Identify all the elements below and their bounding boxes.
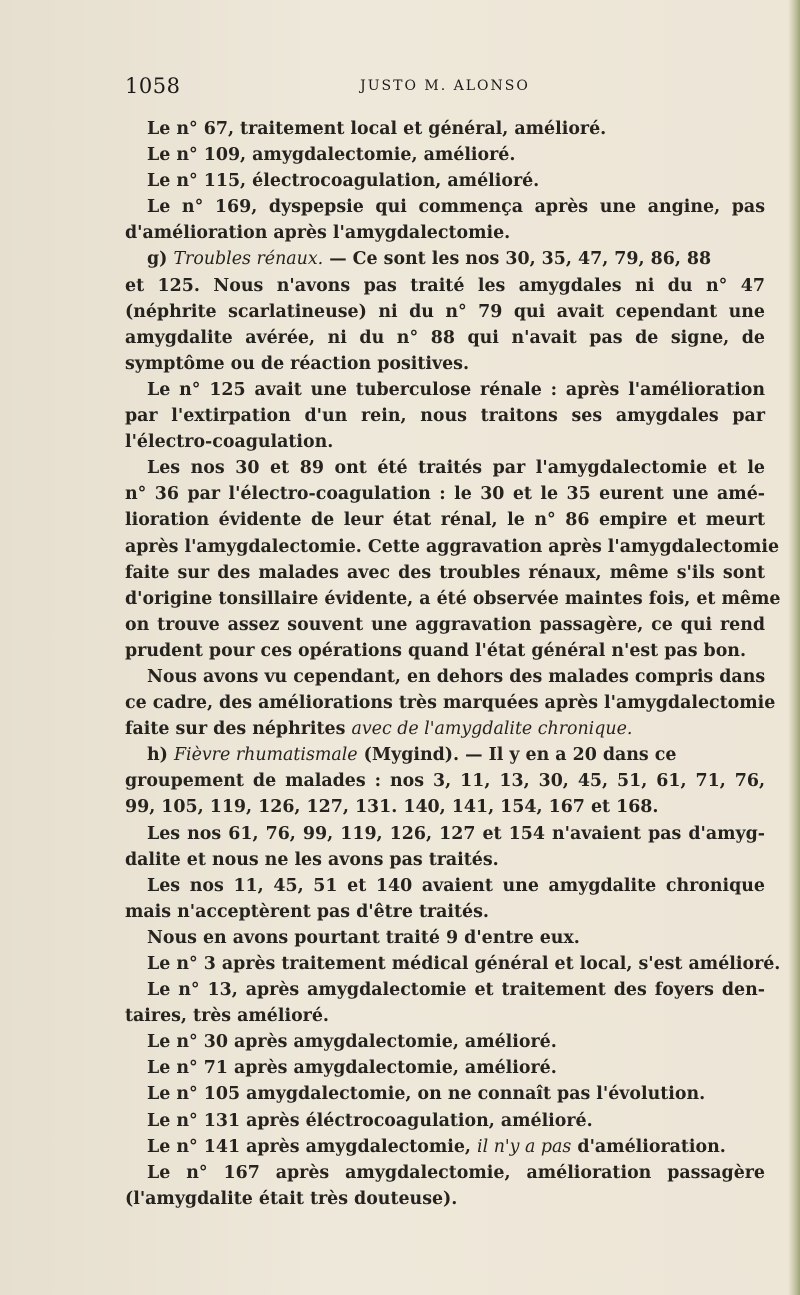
- text-line: d'amélioration après l'amygdalectomie.: [125, 223, 511, 244]
- text-line: [125, 716, 765, 742]
- text-line: Nous en avons pourtant traité 9 d'entre eux.: [147, 927, 580, 948]
- text-span: Le n° 141 après amygdalectomie,: [147, 1136, 478, 1157]
- text-line: [125, 1134, 765, 1160]
- body-text: [125, 116, 781, 1212]
- section-heading-troubles-renaux: Troubles rénaux.: [173, 249, 324, 270]
- text-line: amygdalite avérée, ni du n° 88 qui n'avait pas de signe, de: [125, 327, 765, 348]
- text-line: Le n° 109, amygdalectomie, amélioré.: [147, 145, 516, 166]
- text-span: (Mygind). — Il y en a 20 dans ce: [357, 745, 677, 766]
- text-line: Le n° 13, après amygdalectomie et traitement des foyers den-: [147, 980, 765, 1001]
- text-line: 99, 105, 119, 126, 127, 131. 140, 141, 154, 167 et 168.: [125, 797, 659, 818]
- text-line: par l'extirpation d'un rein, nous traitons ses amygdales par: [125, 406, 765, 427]
- text-span: d'amélioration.: [571, 1136, 726, 1157]
- text-line: lioration évidente de leur état rénal, le n° 86 empire et meurt: [125, 510, 765, 531]
- text-line: symptôme ou de réaction positives.: [125, 353, 470, 374]
- text-line: (l'amygdalite était très douteuse).: [125, 1188, 458, 1209]
- text-line: Le n° 169, dyspepsie qui commença après une angine, pas: [147, 197, 765, 218]
- text-line: Le n° 115, électrocoagulation, amélioré.: [147, 171, 540, 192]
- text-line: faite sur des malades avec des troubles rénaux, même s'ils sont: [125, 562, 765, 583]
- text-line: Les nos 11, 45, 51 et 140 avaient une amygdalite chronique: [147, 875, 765, 896]
- text-line: [125, 742, 765, 768]
- page-edge-shadow: [788, 0, 800, 1295]
- text-line: Le n° 167 après amygdalectomie, amélioration passagère: [147, 1162, 765, 1183]
- text-line: Le n° 71 après amygdalectomie, amélioré.: [147, 1058, 557, 1079]
- section-heading-fievre-rhumatismale: Fièvre rhumatismale: [173, 745, 358, 766]
- text-line: Le n° 131 après éléctrocoagulation, amélioré.: [147, 1110, 593, 1131]
- text-line: ce cadre, des améliorations très marquées après l'amygdalectomie: [125, 693, 776, 714]
- page-number: 1058: [125, 74, 181, 98]
- text-line: groupement de malades : nos 3, 11, 13, 30, 45, 51, 61, 71, 76,: [125, 771, 765, 792]
- text-line: Le n° 67, traitement local et général, amélioré.: [147, 119, 607, 139]
- text-line: n° 36 par l'électro-coagulation : le 30 et le 35 eurent une amé-: [125, 484, 765, 505]
- text-line: Le n° 105 amygdalectomie, on ne connaît pas l'évolution.: [147, 1084, 706, 1105]
- italic-phrase: avec de l'amygdalite chronique.: [351, 719, 633, 740]
- text-line: dalite et nous ne les avons pas traités.: [125, 849, 499, 870]
- text-span: faite sur des néphrites: [125, 719, 352, 740]
- text-line: taires, très amélioré.: [125, 1006, 329, 1027]
- running-head: [125, 74, 765, 102]
- text-line: Nous avons vu cependant, en dehors des malades compris dans: [147, 666, 766, 687]
- text-span: — Ce sont les nos 30, 35, 47, 79, 86, 88: [323, 249, 712, 270]
- text-line: Le n° 30 après amygdalectomie, amélioré.: [147, 1032, 557, 1053]
- section-marker-g: g): [147, 249, 174, 270]
- running-title: JUSTO M. ALONSO: [360, 78, 530, 94]
- italic-phrase: il n'y a pas: [477, 1136, 572, 1157]
- text-line: on trouve assez souvent une aggravation passagère, ce qui rend: [125, 614, 765, 635]
- text-line: et 125. Nous n'avons pas traité les amygdales ni du n° 47: [125, 275, 765, 296]
- text-line: prudent pour ces opérations quand l'état général n'est pas bon.: [125, 640, 747, 661]
- text-line: après l'amygdalectomie. Cette aggravation après l'amygdalectomie: [125, 536, 780, 557]
- text-line: d'origine tonsillaire évidente, a été observée maintes fois, et même: [125, 588, 781, 609]
- text-line: Les nos 30 et 89 ont été traités par l'amygdalectomie et le: [147, 458, 765, 479]
- text-line: Le n° 125 avait une tuberculose rénale : après l'amélioration: [147, 379, 765, 400]
- text-line: (néphrite scarlatineuse) ni du n° 79 qui avait cependant une: [125, 301, 765, 322]
- text-line: Les nos 61, 76, 99, 119, 126, 127 et 154 n'avaient pas d'amyg-: [147, 823, 765, 844]
- text-line: mais n'acceptèrent pas d'être traités.: [125, 901, 489, 922]
- text-line: [125, 246, 765, 272]
- text-line: l'électro-coagulation.: [125, 432, 334, 453]
- section-marker-h: h): [147, 745, 174, 766]
- text-line: Le n° 3 après traitement médical général et local, s'est amélioré.: [147, 954, 781, 974]
